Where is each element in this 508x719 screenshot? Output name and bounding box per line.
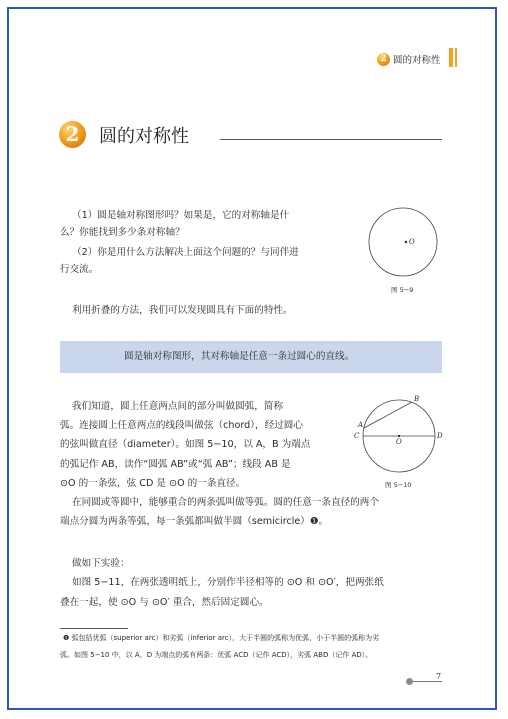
center-point [405, 241, 407, 243]
header-bar-2 [455, 48, 457, 67]
para2-line-3: 的弦叫做直径（diameter）。如图 5−10，以 A，B 为端点 [60, 439, 311, 450]
figure-5-9 [362, 205, 446, 285]
section-number-ball [59, 121, 86, 148]
fig2-label-b: B [414, 395, 420, 403]
header-title: 圆的对称性 [393, 55, 441, 66]
question-line-3: （2）你是用什么方法解决上面这个问题的？与同伴进 [72, 247, 299, 258]
footnote-line-2: 弧。如图 5−10 中，以 A，D 为端点的弧有两条：优弧 ACD（记作 ACD），劣弧 ABD（记作 AD）。 [60, 651, 373, 659]
para3-line-2: 端点分圆为两条等弧，每一条弧都叫做半圆（semicircle）❶。 [60, 516, 329, 527]
header-number: 2 [380, 54, 387, 64]
page-number-dot [406, 678, 413, 685]
fig1-caption: 图 5−9 [391, 286, 414, 294]
fig2-label-d: D [437, 432, 443, 440]
section-number: 2 [65, 122, 80, 146]
question-line-1: （1）圆是轴对称图形吗？如果是，它的对称轴是什 [72, 210, 290, 221]
experiment-heading: 做如下实验： [72, 558, 130, 569]
fig2-label-o: O [396, 438, 402, 446]
center-point-2 [398, 435, 400, 437]
section-title-rule [220, 139, 442, 140]
fig1-center-label: O [409, 238, 415, 246]
figure-5-10 [356, 392, 448, 478]
para2-line-4: 的弧记作 AB，读作“圆弧 AB”或“弧 AB”；线段 AB 是 [60, 459, 291, 470]
question-line-2: 么？你能找到多少条对称轴？ [60, 227, 185, 238]
header-number-ball [377, 53, 390, 66]
fig2-label-a: A [358, 421, 364, 429]
para2-line-5: ⊙O 的一条弦，弦 CD 是 ⊙O 的一条直径。 [60, 478, 246, 489]
experiment-line-2: 叠在一起，使 ⊙O 与 ⊙O′ 重合，然后固定圆心。 [60, 597, 269, 608]
header-bar-1 [449, 48, 453, 67]
footnote-rule [60, 628, 128, 629]
question-line-4: 行交流。 [60, 264, 99, 275]
para2-line-1: 我们知道，圆上任意两点间的部分叫做圆弧，简称 [72, 401, 284, 412]
circle-o [369, 208, 437, 276]
page-number-line [410, 681, 442, 682]
fold-text: 利用折叠的方法，我们可以发现圆具有下面的特性。 [72, 305, 293, 316]
section-title: 圆的对称性 [99, 126, 189, 147]
chord-ab [364, 402, 412, 428]
page-number: 7 [436, 672, 442, 681]
fig2-caption: 图 5−10 [385, 481, 412, 489]
para3-line-1: 在同圆或等圆中，能够重合的两条弧叫做等弧。圆的任意一条直径的两个 [72, 497, 379, 508]
experiment-line-1: 如图 5−11，在两张透明纸上，分别作半径相等的 ⊙O 和 ⊙O′，把两张纸 [72, 577, 384, 588]
para2-line-2: 弧。连接圆上任意两点的线段叫做弦（chord），经过圆心 [60, 420, 303, 431]
theorem-text: 圆是轴对称图形，其对称轴是任意一条过圆心的直线。 [124, 351, 355, 362]
footnote-line-1: ❶ 弧包括优弧（superior arc）和劣弧（inferior arc），大于半圆的弧称为优弧，小于半圆的弧称为劣 [63, 634, 380, 642]
fig2-label-c: C [354, 432, 360, 440]
